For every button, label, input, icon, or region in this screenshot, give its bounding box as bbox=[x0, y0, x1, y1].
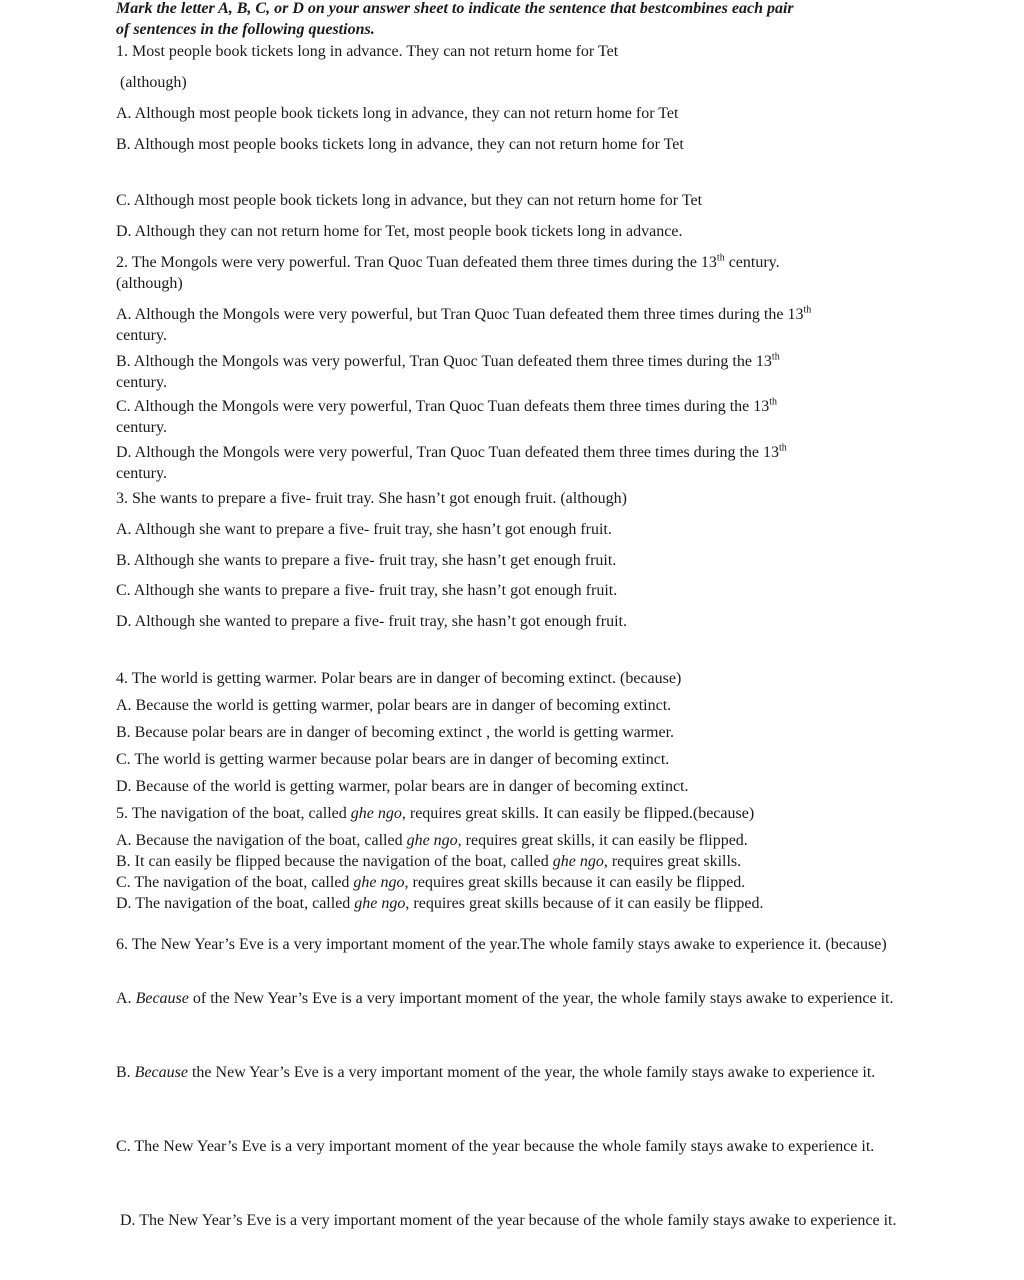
q6-option-b: B. Because the New Year’s Eve is a very important moment of the year, the whole family stays awake to experience it. bbox=[116, 1064, 876, 1081]
q4-option-b: B. Because polar bears are in danger of becoming extinct , the world is getting warmer. bbox=[116, 724, 675, 741]
q3-option-a: A. Although she want to prepare a five- fruit tray, she hasn’t got enough fruit. bbox=[116, 521, 612, 538]
q1-option-c: C. Although most people book tickets long in advance, but they can not return home for Tet bbox=[116, 192, 703, 209]
instruction-line-2: of sentences in the following questions. bbox=[116, 21, 375, 38]
instruction-line-1: Mark the letter A, B, C, or D on your answer sheet to indicate the sentence that bestcombines each pair bbox=[116, 0, 794, 17]
q2-option-c-century: century. bbox=[116, 419, 167, 436]
q3-option-d: D. Although she wanted to prepare a five- fruit tray, she hasn’t got enough fruit. bbox=[116, 613, 627, 630]
q1-hint: (although) bbox=[120, 74, 187, 91]
q2-option-b-century: century. bbox=[116, 374, 167, 391]
q4-option-c: C. The world is getting warmer because polar bears are in danger of becoming extinct. bbox=[116, 751, 670, 768]
q3-stem: 3. She wants to prepare a five- fruit tray. She hasn’t got enough fruit. (although) bbox=[116, 490, 627, 507]
q4-option-d: D. Because of the world is getting warmer, polar bears are in danger of becoming extinct. bbox=[116, 778, 689, 795]
q2-stem: 2. The Mongols were very powerful. Tran Quoc Tuan defeated them three times during the 13th century. bbox=[116, 252, 780, 271]
q5-option-b: B. It can easily be flipped because the navigation of the boat, called ghe ngo, requires great skills. bbox=[116, 853, 742, 870]
q6-stem: 6. The New Year’s Eve is a very important moment of the year.The whole family stays awake to experience it. (because) bbox=[116, 936, 887, 953]
q1-stem: 1. Most people book tickets long in advance. They can not return home for Tet bbox=[116, 43, 619, 60]
q3-option-b: B. Although she wants to prepare a five- fruit tray, she hasn’t get enough fruit. bbox=[116, 552, 617, 569]
q2-option-d: D. Although the Mongols were very powerful, Tran Quoc Tuan defeated them three times during the 13th bbox=[116, 442, 787, 461]
q5-stem: 5. The navigation of the boat, called ghe ngo, requires great skills. It can easily be flipped.(because) bbox=[116, 805, 755, 822]
q5-option-c: C. The navigation of the boat, called ghe ngo, requires great skills because it can easily be flipped. bbox=[116, 874, 746, 891]
q4-option-a: A. Because the world is getting warmer, polar bears are in danger of becoming extinct. bbox=[116, 697, 672, 714]
q1-option-d: D. Although they can not return home for Tet, most people book tickets long in advance. bbox=[116, 223, 683, 240]
q6-option-d: D. The New Year’s Eve is a very important moment of the year because of the whole family stays awake to experience it. bbox=[120, 1212, 897, 1229]
q2-option-a: A. Although the Mongols were very powerful, but Tran Quoc Tuan defeated them three times during the 13th bbox=[116, 304, 812, 323]
q2-option-c: C. Although the Mongols were very powerful, Tran Quoc Tuan defeats them three times during the 13th bbox=[116, 396, 778, 415]
q5-option-d: D. The navigation of the boat, called ghe ngo, requires great skills because of it can easily be flipped. bbox=[116, 895, 764, 912]
q2-option-d-century: century. bbox=[116, 465, 167, 482]
q6-option-a: A. Because of the New Year’s Eve is a very important moment of the year, the whole family stays awake to experience it. bbox=[116, 990, 894, 1007]
q1-option-b: B. Although most people books tickets long in advance, they can not return home for Tet bbox=[116, 136, 684, 153]
q2-option-a-century: century. bbox=[116, 327, 167, 344]
q5-option-a: A. Because the navigation of the boat, called ghe ngo, requires great skills, it can easily be flipped. bbox=[116, 832, 748, 849]
q2-hint: (although) bbox=[116, 275, 183, 292]
q3-option-c: C. Although she wants to prepare a five- fruit tray, she hasn’t got enough fruit. bbox=[116, 582, 618, 599]
q1-option-a: A. Although most people book tickets long in advance, they can not return home for Tet bbox=[116, 105, 679, 122]
q6-option-c: C. The New Year’s Eve is a very important moment of the year because the whole family stays awake to experience it. bbox=[116, 1138, 875, 1155]
q2-option-b: B. Although the Mongols was very powerful, Tran Quoc Tuan defeated them three times during the 13th bbox=[116, 351, 780, 370]
q4-stem: 4. The world is getting warmer. Polar bears are in danger of becoming extinct. (because) bbox=[116, 670, 682, 687]
